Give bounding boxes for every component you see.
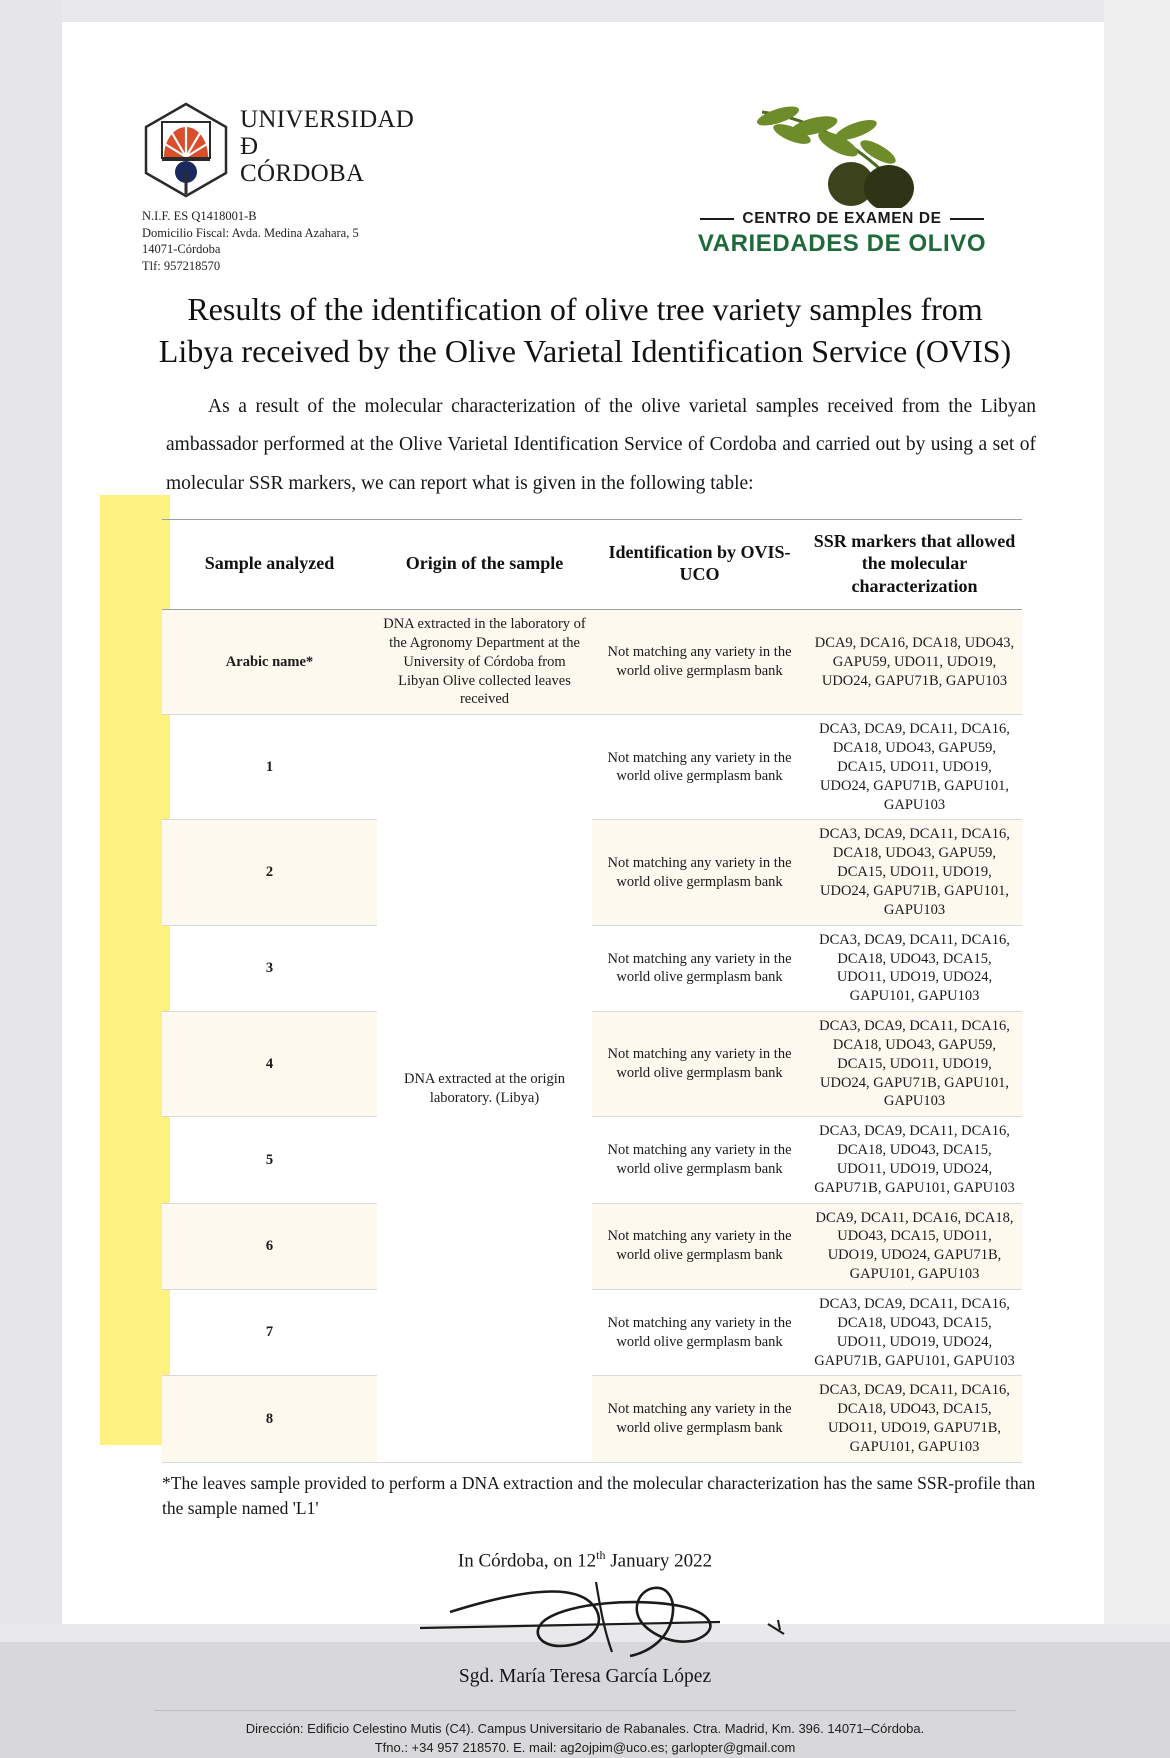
signature-area (120, 1572, 1050, 1664)
cell-identification: Not matching any variety in the world olive germplasm bank (592, 820, 807, 925)
table-row (162, 1012, 1022, 1117)
cell-ssr-markers: DCA3, DCA9, DCA11, DCA16, DCA18, UDO43, DCA15, UDO11, UDO19, UDO24, GAPU71B, GAPU101, GAPU103 (807, 1290, 1022, 1376)
column-header-identification: Identification by OVIS-UCO (592, 519, 807, 610)
place-and-date (120, 1548, 1050, 1572)
centro-examen-text: CENTRO DE EXAMEN DE (742, 210, 942, 227)
cell-ssr-markers: DCA3, DCA9, DCA11, DCA16, DCA18, UDO43, GAPU59, DCA15, UDO11, UDO19, UDO24, GAPU71B, GAPU101, GAPU103 (807, 1012, 1022, 1117)
cell-sample: 5 (162, 1117, 377, 1203)
handwritten-signature (120, 1572, 1050, 1664)
cell-ssr-markers: DCA9, DCA16, DCA18, UDO43, GAPU59, UDO11, UDO19, UDO24, GAPU71B, GAPU103 (807, 610, 1022, 715)
cell-ssr-markers: DCA3, DCA9, DCA11, DCA16, DCA18, UDO43, DCA15, UDO11, UDO19, UDO24, GAPU71B, GAPU101, GAPU103 (807, 1117, 1022, 1203)
fiscal-info-line-4: Tlf: 957218570 (142, 258, 221, 273)
university-name-line-2: Ð (240, 133, 259, 160)
cell-identification: Not matching any variety in the world olive germplasm bank (592, 1012, 807, 1117)
cell-identification: Not matching any variety in the world olive germplasm bank (592, 715, 807, 820)
page-edge-right (1104, 0, 1170, 1642)
olive-branch-icon (642, 100, 1042, 208)
table-row (162, 1117, 1022, 1203)
centro-examen-label (642, 210, 1042, 228)
cell-sample: 4 (162, 1012, 377, 1117)
cell-ssr-markers: DCA3, DCA9, DCA11, DCA16, DCA18, UDO43, DCA15, UDO11, UDO19, GAPU71B, GAPU101, GAPU103 (807, 1376, 1022, 1462)
table-row (162, 1290, 1022, 1376)
document-content (120, 90, 1050, 1758)
cell-origin-uco: DNA extracted in the laboratory of the Agronomy Department at the University of Córdoba from Libyan Olive collected leaves received (377, 610, 592, 715)
cell-identification: Not matching any variety in the world olive germplasm bank (592, 1376, 807, 1462)
cell-origin-libya: DNA extracted at the origin laboratory. (Libya) (377, 715, 592, 1463)
footer-divider (154, 1710, 1016, 1711)
intro-paragraph: As a result of the molecular characterization of the olive varietal samples received from the Libyan ambassador performed at the Olive Varietal Identification Service of Cordoba and carried out by using a set of molecular SSR markers, we can report what is given in the following table: (166, 396, 1036, 494)
cell-identification: Not matching any variety in the world olive germplasm bank (592, 610, 807, 715)
ovis-logo-block (642, 100, 1042, 258)
cell-sample: Arabic name* (162, 610, 377, 715)
footer-phone-email: Tfno.: +34 957 218570. E. mail: ag2ojpim@uco.es; garlopter@gmail.com (374, 1740, 796, 1756)
table-row (162, 1376, 1022, 1462)
table-row (162, 925, 1022, 1011)
centro-rule-left (700, 218, 734, 220)
table-footnote: *The leaves sample provided to perform a DNA extraction and the molecular characterization has the same SSR-profile than the sample named 'L1' (162, 1472, 1036, 1519)
cell-identification: Not matching any variety in the world olive germplasm bank (592, 925, 807, 1011)
signatory-name: Sgd. María Teresa García López (458, 1665, 712, 1687)
centro-rule-right (950, 218, 984, 220)
cell-sample: 8 (162, 1376, 377, 1462)
university-crest-icon (142, 102, 230, 200)
table-header-row (162, 519, 1022, 610)
column-header-sample: Sample analyzed (162, 519, 377, 610)
page-edge-left (0, 0, 62, 1642)
cell-sample: 1 (162, 715, 377, 820)
cell-identification: Not matching any variety in the world olive germplasm bank (592, 1290, 807, 1376)
fiscal-info-line-1: N.I.F. ES Q1418001-B (142, 209, 257, 223)
fiscal-info (142, 208, 359, 275)
table-row (162, 610, 1022, 715)
column-header-origin: Origin of the sample (377, 519, 592, 610)
place-date-suffix: January 2022 (605, 1549, 713, 1571)
cell-ssr-markers: DCA3, DCA9, DCA11, DCA16, DCA18, UDO43, GAPU59, DCA15, UDO11, UDO19, UDO24, GAPU71B, GAPU101, GAPU103 (807, 715, 1022, 820)
cell-sample: 3 (162, 925, 377, 1011)
table-row (162, 1203, 1022, 1289)
footer-contact (120, 1719, 1050, 1758)
fiscal-info-line-3: 14071-Córdoba (142, 242, 221, 257)
document-header (120, 90, 1050, 280)
table-row (162, 715, 1022, 820)
cell-sample: 7 (162, 1290, 377, 1376)
fiscal-info-line-2: Domicilio Fiscal: Avda. Medina Azahara, 5 (142, 225, 359, 240)
variedades-olivo-label: VARIEDADES DE OLIVO (697, 230, 987, 257)
cell-identification: Not matching any variety in the world olive germplasm bank (592, 1203, 807, 1289)
table-row (162, 820, 1022, 925)
column-header-ssr: SSR markers that allowed the molecular characterization (807, 519, 1022, 610)
university-name (240, 102, 414, 187)
place-date-ordinal: th (596, 1547, 606, 1562)
results-table (162, 519, 1022, 1463)
page-title: Results of the identification of olive tree variety samples from Libya received by the Olive Varietal Identification Service (OVIS) (158, 291, 1012, 370)
cell-ssr-markers: DCA3, DCA9, DCA11, DCA16, DCA18, UDO43, DCA15, UDO11, UDO19, UDO24, GAPU101, GAPU103 (807, 925, 1022, 1011)
footer-address: Dirección: Edificio Celestino Mutis (C4). Campus Universitario de Rabanales. Ctra. Madrid, Km. 396. 14071–Córdoba. (245, 1720, 925, 1736)
place-date-prefix: In Córdoba, on 12 (457, 1549, 597, 1571)
cell-sample: 6 (162, 1203, 377, 1289)
cell-sample: 2 (162, 820, 377, 925)
cell-ssr-markers: DCA3, DCA9, DCA11, DCA16, DCA18, UDO43, GAPU59, DCA15, UDO11, UDO19, UDO24, GAPU71B, GAPU101, GAPU103 (807, 820, 1022, 925)
university-name-line-3: CÓRDOBA (240, 160, 365, 187)
cell-ssr-markers: DCA9, DCA11, DCA16, DCA18, UDO43, DCA15, UDO11, UDO19, UDO24, GAPU71B, GAPU101, GAPU103 (807, 1203, 1022, 1289)
page-edge-top (0, 0, 1170, 22)
university-name-line-1: UNIVERSIDAD (240, 106, 415, 133)
university-logo-block (142, 102, 414, 200)
cell-identification: Not matching any variety in the world olive germplasm bank (592, 1117, 807, 1203)
